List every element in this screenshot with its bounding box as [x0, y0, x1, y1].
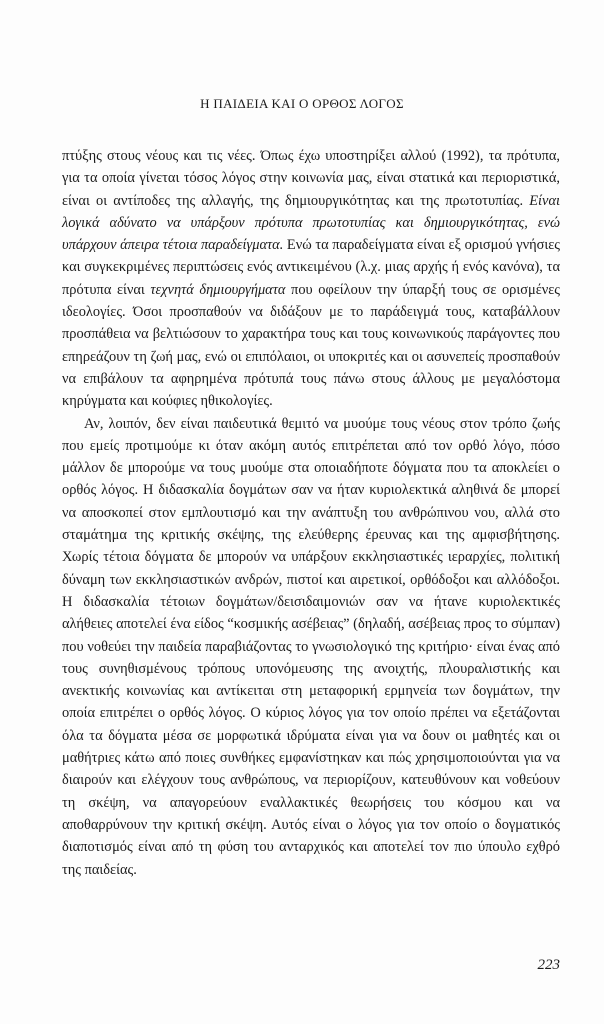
paragraph-2: [62, 413, 560, 881]
running-head: Η ΠΑΙΔΕΙΑ ΚΑΙ Ο ΟΡΘΟΣ ΛΟΓΟΣ: [200, 96, 404, 111]
text-segment: Ενώ τα παραδείγματα είναι εξ ορισμού γνήσιες και συγκεκριμένες περιπτώσεις ενός αντικειμένου (λ.χ. μιας αρχής ή ενός κανόνα), τα πρότυπα είναι: [62, 237, 561, 298]
italic-segment: Είναι λογικά αδύνατο να υπάρξουν πρότυπα πρωτοτυπίας και δημιουργικότητας, ενώ υπάρχουν άπειρα τέτοια παραδείγματα.: [62, 192, 560, 254]
italic-segment: τεχνητά δημιουργήματα: [150, 281, 286, 298]
paragraph-1: [62, 145, 560, 413]
text-segment: Αν, λοιπόν, δεν είναι παιδευτικά θεμιτό να μυούμε τους νέους στον τρόπο ζωής που εμείς προτιμούμε κι όταν ακόμη αυτός επιτρέπεται από τον ορθό λόγο, πόσο μάλλον δε μπορούμε να τους μυούμε στα οποιαδήποτε δόγματα που τα αποκλείει ο ορθός λόγος. Η διδασκαλία δογμάτων σαν να ήταν κυριολεκτικά αληθινά δε μπορεί να αποσκοπεί στον εμπλουτισμό και την ανάπτυξη του ανθρώπινου νου, αλλά στο σταμάτημα της κριτικής σκέψης, της ελεύθερης έρευνας και της αμφισβήτησης. Χωρίς τέτοια δόγματα δε μπορούν να υπάρξουν εκκλησιαστικές ιεραρχίες, πολιτική δύναμη των εκκλησιαστικών ανδρών, πιστοί και αιρετικοί, ορθόδοξοι και αλλόδοξοι. Η διδασκαλία τέτοιων δογμάτων/δεισιδαιμονιών σαν να ήτανε κυριολεκτικές αλήθειες αποτελεί ένα είδος “κοσμικής ασέβειας” (δηλαδή, ασέβειας προς το σύμπαν) που νοθεύει την παιδεία παραβιάζοντας το γνωσιολογικό της κριτήριο· είναι ένας από τους συνηθισμένους τρόπους υπονόμευσης της ανοιχτής, πλουραλιστικής και ανεκτικής κοινωνίας και αντίκειται στη μεταφορική ερμηνεία των δογμάτων, την οποία επιτρέπει ο ορθός λόγος. Ο κύριος λόγος για τον οποίο πρέπει να εξετάζονται όλα τα δόγματα μέσα σε μορφωτικά ιδρύματα είναι για να δουν οι μαθητές και οι μαθήτριες κάτω από ποιες συνθήκες εμφανίστηκαν και πώς χρησιμοποιούνται για να διαιρούν και ελέγχουν τους ανθρώπους, να περιορίζουν, κατευθύνουν και νοθεύουν τη σκέψη, να απαγορεύουν εναλλακτικές θεωρήσεις του κόσμου και να αποθαρρύνουν την κριτική σκέψη. Αυτός είναι ο λόγος για τον οποίο ο δογματικός διαποτισμός είναι από τη φύση του ανταρχικός και αποτελεί τον πιο ύπουλο εχθρό της παιδείας.: [62, 415, 560, 878]
body-text: [62, 145, 560, 881]
page-number: 223: [537, 957, 560, 973]
text-segment: πτύξης στους νέους και τις νέες. Όπως έχω υποστηρίξει αλλού (1992), τα πρότυπα, για τα οποία γίνεται τόσος λόγος στην κοινωνία μας, είναι στατικά και περιοριστικά, είναι οι αντίποδες της αλλαγής, της δημιουργικότητας και της πρωτοτυπίας.: [62, 148, 560, 209]
text-segment: που οφείλουν την ύπαρξή τους σε ορισμένες ιδεολογίες. Όσοι προσπαθούν να διδάξουν με το παράδειγμά τους, καταβάλλουν προσπάθεια να βελτιώσουν το χαρακτήρα τους και τους κοινωνικούς παράγοντες που επηρεάζουν τη ζωή μας, ενώ οι επιπόλαιοι, οι υποκριτές και οι ασυνεπείς προσπαθούν να επιβάλουν τα αφηρημένα πρότυπά τους πάνω στους άλλους με μεγαλόστομα κηρύγματα και κούφιες ηθικολογίες.: [62, 281, 560, 410]
